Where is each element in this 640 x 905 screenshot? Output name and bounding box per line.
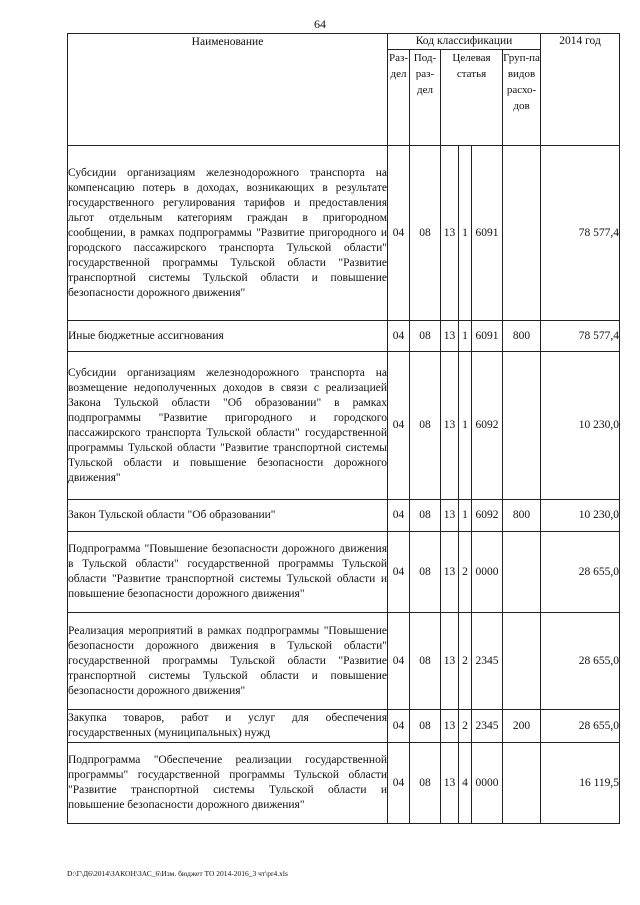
row-cs3: 0000 bbox=[472, 532, 503, 613]
header-razdel: Раз-дел bbox=[388, 50, 410, 146]
row-name: Субсидии организациям железнодорожного транспорта на компенсацию потерь в доходах, возникающих в результате государственного регулирования тарифов и предоставления льгот отдельным категориям граждан в пригородном сообщении, в рамках подпрограммы "Развитие пригородного и городского пассажирского транспорта Тульской области" государственной программы Тульской области "Развитие транспортной системы Тульской области и повышение безопасности дорожного движения" bbox=[68, 146, 388, 321]
table-row bbox=[68, 532, 620, 613]
row-cs1: 13 bbox=[441, 613, 459, 710]
row-razdel: 04 bbox=[388, 352, 410, 500]
row-cs2: 2 bbox=[459, 613, 472, 710]
row-podrazdel: 08 bbox=[410, 500, 441, 532]
row-amount: 16 119,5 bbox=[541, 743, 620, 824]
row-podrazdel: 08 bbox=[410, 146, 441, 321]
row-razdel: 04 bbox=[388, 710, 410, 743]
row-razdel: 04 bbox=[388, 321, 410, 352]
row-name: Реализация мероприятий в рамках подпрограммы "Повышение безопасности дорожного движения в Тульской области" государственной программы Тульской области "Развитие транспортной системы Тульской области и повышение безопасности дорожного движения" bbox=[68, 613, 388, 710]
row-cs3: 0000 bbox=[472, 743, 503, 824]
row-amount: 78 577,4 bbox=[541, 146, 620, 321]
row-amount: 28 655,0 bbox=[541, 613, 620, 710]
row-name: Субсидии организациям железнодорожного транспорта на возмещение недополученных доходов в связи с реализацией Закона Тульской области "Об образовании" в рамках подпрограммы "Развитие пригородного и городского пассажирского транспорта Тульской области" государственной программы Тульской области "Развитие транспортной системы Тульской области и повышение безопасности дорожного движения" bbox=[68, 352, 388, 500]
row-cs2: 4 bbox=[459, 743, 472, 824]
row-vid: 800 bbox=[503, 500, 541, 532]
row-vid bbox=[503, 743, 541, 824]
row-cs1: 13 bbox=[441, 710, 459, 743]
row-cs3: 6092 bbox=[472, 352, 503, 500]
row-podrazdel: 08 bbox=[410, 352, 441, 500]
row-podrazdel: 08 bbox=[410, 532, 441, 613]
row-razdel: 04 bbox=[388, 500, 410, 532]
row-podrazdel: 08 bbox=[410, 710, 441, 743]
row-name: Иные бюджетные ассигнования bbox=[68, 321, 388, 352]
row-vid bbox=[503, 613, 541, 710]
row-vid: 800 bbox=[503, 321, 541, 352]
row-razdel: 04 bbox=[388, 146, 410, 321]
row-cs1: 13 bbox=[441, 146, 459, 321]
budget-table bbox=[67, 33, 620, 824]
row-cs3: 6092 bbox=[472, 500, 503, 532]
row-vid bbox=[503, 146, 541, 321]
row-cs1: 13 bbox=[441, 321, 459, 352]
header-row-1 bbox=[68, 34, 620, 50]
row-razdel: 04 bbox=[388, 743, 410, 824]
row-cs2: 2 bbox=[459, 710, 472, 743]
row-vid: 200 bbox=[503, 710, 541, 743]
table-row bbox=[68, 146, 620, 321]
row-amount: 78 577,4 bbox=[541, 321, 620, 352]
header-name: Наименование bbox=[68, 34, 388, 146]
row-cs1: 13 bbox=[441, 500, 459, 532]
table-row bbox=[68, 710, 620, 743]
row-cs1: 13 bbox=[441, 743, 459, 824]
page-number: 64 bbox=[314, 17, 326, 31]
row-amount: 10 230,0 bbox=[541, 500, 620, 532]
row-name: Подпрограмма "Повышение безопасности дорожного движения в Тульской области" государственной программы Тульской области "Развитие транспортной системы Тульской области и повышение безопасности дорожного движения" bbox=[68, 532, 388, 613]
row-razdel: 04 bbox=[388, 613, 410, 710]
row-amount: 10 230,0 bbox=[541, 352, 620, 500]
header-celevaya: Целевая статья bbox=[441, 50, 503, 146]
row-cs3: 6091 bbox=[472, 321, 503, 352]
row-podrazdel: 08 bbox=[410, 321, 441, 352]
row-cs3: 2345 bbox=[472, 710, 503, 743]
row-razdel: 04 bbox=[388, 532, 410, 613]
row-podrazdel: 08 bbox=[410, 743, 441, 824]
file-path-footer: D:\Г\Д6\2014\ЗАКОН\ЗАС_6\Изм. бюджет ТО 2014-2016_3 чт\pr4.xls bbox=[67, 869, 288, 878]
row-cs2: 2 bbox=[459, 532, 472, 613]
table-row bbox=[68, 613, 620, 710]
row-cs2: 1 bbox=[459, 321, 472, 352]
header-podrazdel: Под-раз-дел bbox=[410, 50, 441, 146]
header-gruppa: Груп-па видов расхо-дов bbox=[503, 50, 541, 146]
row-cs3: 2345 bbox=[472, 613, 503, 710]
row-vid bbox=[503, 352, 541, 500]
table-row bbox=[68, 352, 620, 500]
row-cs2: 1 bbox=[459, 352, 472, 500]
header-year: 2014 год bbox=[541, 34, 620, 146]
row-amount: 28 655,0 bbox=[541, 710, 620, 743]
table-row bbox=[68, 321, 620, 352]
row-podrazdel: 08 bbox=[410, 613, 441, 710]
row-cs2: 1 bbox=[459, 500, 472, 532]
row-amount: 28 655,0 bbox=[541, 532, 620, 613]
row-cs3: 6091 bbox=[472, 146, 503, 321]
header-code-group: Код классификации bbox=[388, 34, 541, 50]
row-cs2: 1 bbox=[459, 146, 472, 321]
row-cs1: 13 bbox=[441, 352, 459, 500]
row-name: Закупка товаров, работ и услуг для обеспечения государственных (муниципальных) нужд bbox=[68, 710, 388, 743]
row-name: Закон Тульской области "Об образовании" bbox=[68, 500, 388, 532]
row-name: Подпрограмма "Обеспечение реализации государственной программы" государственной программы Тульской области "Развитие транспортной системы Тульской области и повышение безопасности дорожного движения" bbox=[68, 743, 388, 824]
table-row bbox=[68, 500, 620, 532]
row-vid bbox=[503, 532, 541, 613]
table-row bbox=[68, 743, 620, 824]
row-cs1: 13 bbox=[441, 532, 459, 613]
